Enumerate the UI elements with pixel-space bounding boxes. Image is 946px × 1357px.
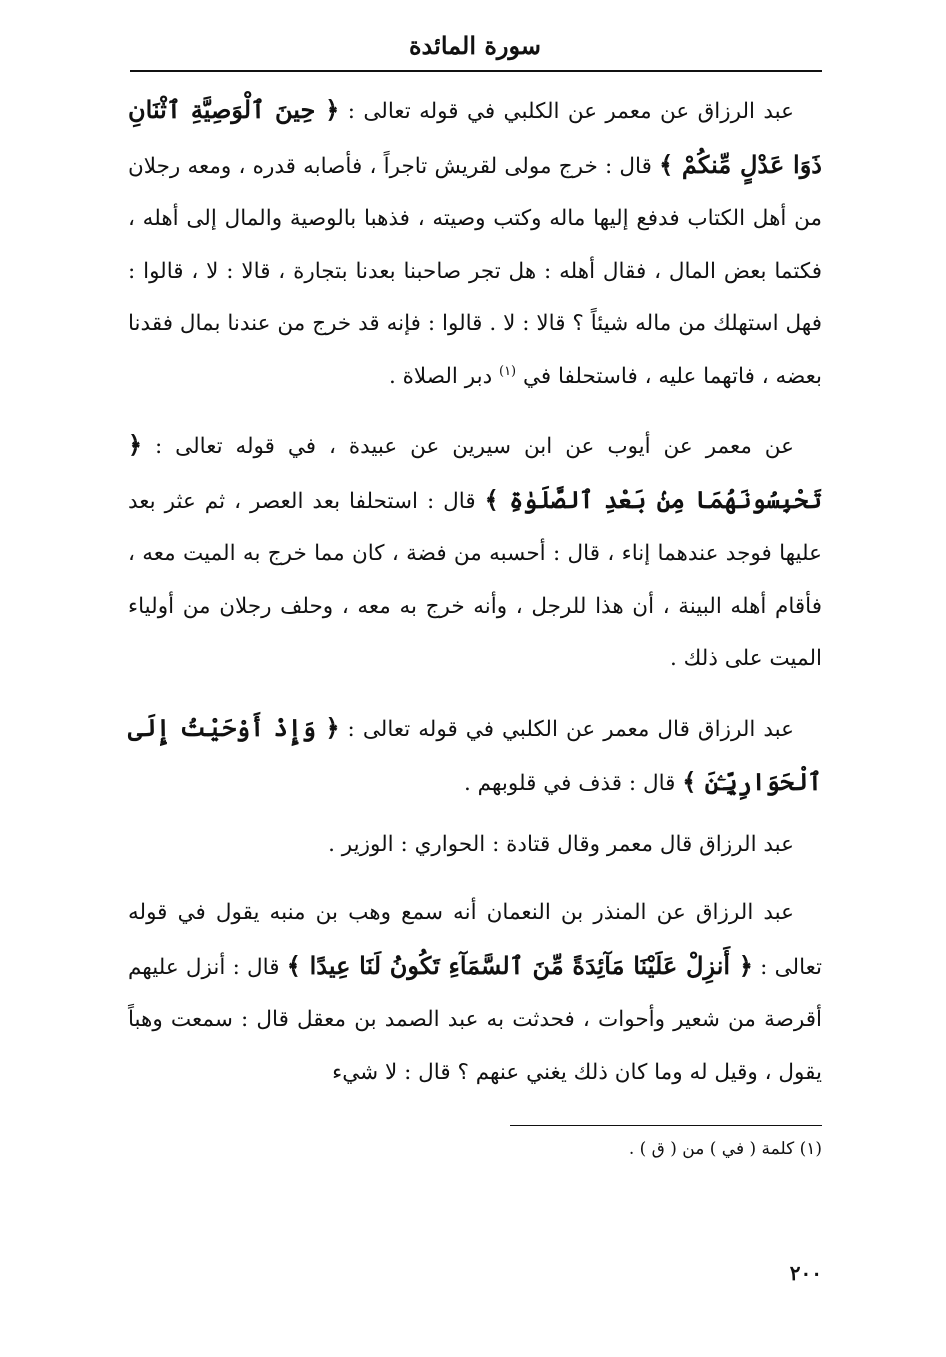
paragraph-text: قال : خرج مولى لقريش تاجراً ، فأصابه قدره ، ومعه رجلان من أهل الكتاب فدفع إليها ماله وكتب وصيته ، فذهبا بالوصية والمال إلى أهله ، فكتما بعض المال ، فقال أهله : هل تجر صاحبنا بعدنا بتجارة ، قالا : لا ، قالوا : فهل استهلك من ماله شيئاً ؟ قالا : لا . قالوا : فإنه قد خرج من عندنا بمال فقدنا بعضه ، فاتهما عليه ، فاستحلفا في <box>128 153 822 389</box>
quran-verse: ﴿ وَإِذْ أَوْحَيْتُ إِلَى ٱلْحَوَارِيِّـۧنَ ﴾ <box>128 712 822 796</box>
paragraph-1 <box>128 84 822 403</box>
page-number: ٢٠٠ <box>789 1261 822 1285</box>
paragraph-text: عبد الرزاق عن المنذر بن النعمان أنه سمع وهب بن منبه يقول في قوله تعالى : <box>128 900 822 980</box>
quran-verse: ﴿ حِينَ ٱلْوَصِيَّةِ ٱثْنَانِ ذَوَا عَدْلٍ مِّنكُمْ ﴾ <box>128 95 822 179</box>
paragraph-5 <box>128 887 822 1099</box>
paragraph-text: عبد الرزاق عن معمر عن الكلبي في قوله تعالى : <box>339 99 794 124</box>
quran-verse: ﴿ تَحْبِسُونَهُمَا مِنۢ بَعْدِ ٱلصَّلَوٰةِ ﴾ <box>128 430 822 514</box>
footnote-reference[interactable]: (١) <box>498 363 517 379</box>
paragraph-text: قال : أنزل عليهم أقرصة من شعير وأحوات ، فحدثت به عبد الصمد بن معقل قال : سمعت وهباً يقول ، وقيل له وما كان ذلك يغني عنهم ؟ قال : لا شيء <box>128 954 822 1085</box>
page-header-title: سورة المائدة <box>408 31 542 60</box>
paragraph-text: دبر الصلاة . <box>388 363 493 389</box>
header-divider <box>130 70 822 72</box>
paragraph-text: عن معمر عن أيوب عن ابن سيرين عن عبيدة ، في قوله تعالى : <box>142 434 794 459</box>
body-text <box>128 84 822 1099</box>
paragraph-text: عبد الرزاق قال معمر وقال قتادة : الحواري : الوزير . <box>328 831 794 857</box>
footnote: (١) كلمة ( في ) من ( ق ) . <box>628 1139 822 1159</box>
footnote-divider <box>510 1125 822 1126</box>
paragraph-2 <box>128 419 822 686</box>
paragraph-text: قال : قذف في قلوبهم . <box>463 771 676 796</box>
paragraph-4 <box>128 819 822 872</box>
quran-verse: ﴿ أَنزِلْ عَلَيْنَا مَآئِدَةً مِّنَ ٱلسَّمَآءِ تَكُونُ لَنَا عِيدًا ﴾ <box>286 950 753 980</box>
paragraph-text: عبد الرزاق قال معمر عن الكلبي في قوله تعالى : <box>339 716 794 742</box>
paragraph-text: قال : استحلفا بعد العصر ، ثم عثر بعد عليها فوجد عندهما إناء ، قال : أحسبه من فضة ، كان مما خرج به الميت معه ، فأقام أهله البينة ، أن هذا للرجل ، وأنه خرج به معه ، وحلف رجلان من أولياء الميت على ذلك . <box>128 488 822 671</box>
paragraph-3 <box>128 702 822 811</box>
